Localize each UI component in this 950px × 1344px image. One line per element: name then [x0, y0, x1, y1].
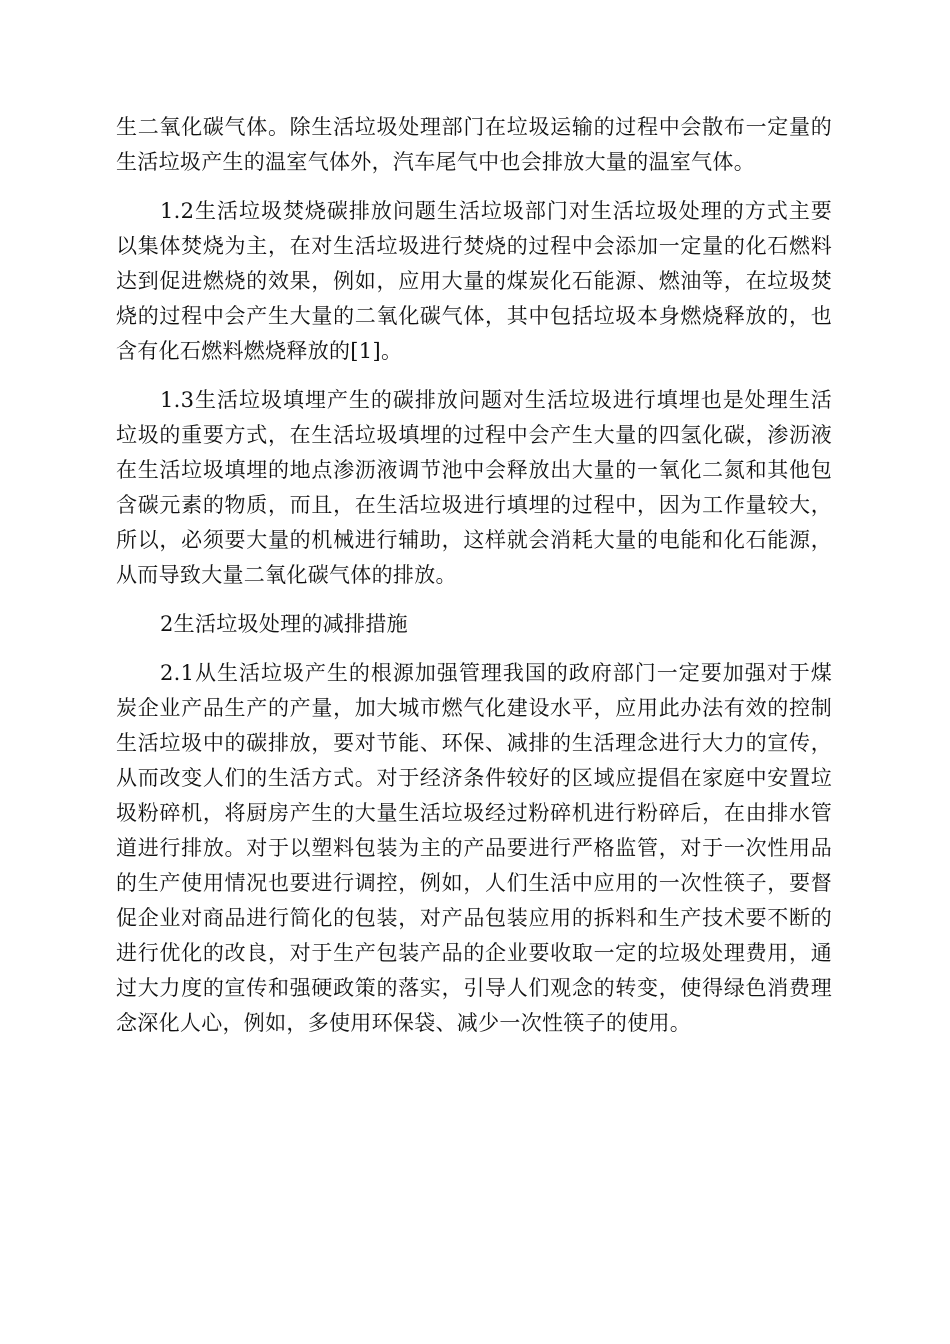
paragraph-continued: 生二氧化碳气体。除生活垃圾处理部门在垃圾运输的过程中会散布一定量的生活垃圾产生的温室气体外，汽车尾气中也会排放大量的温室气体。 [116, 115, 832, 174]
section-heading-2: 2生活垃圾处理的减排措施 [160, 612, 408, 636]
document-page [116, 110, 832, 1055]
paragraph-section-1-3: 1.3生活垃圾填埋产生的碳排放问题对生活垃圾进行填埋也是处理生活垃圾的重要方式，在生活垃圾填埋的过程中会产生大量的四氢化碳，渗沥液在生活垃圾填埋的地点渗沥液调节池中会释放出大量的一氧化二氮和其他包含碳元素的物质，而且，在生活垃圾进行填埋的过程中，因为工作量较大，所以，必须要大量的机械进行辅助，这样就会消耗大量的电能和化石能源，从而导致大量二氧化碳气体的排放。 [116, 388, 832, 587]
paragraph-section-2-1: 2.1从生活垃圾产生的根源加强管理我国的政府部门一定要加强对于煤炭企业产品生产的产量，加大城市燃气化建设水平，应用此办法有效的控制生活垃圾中的碳排放，要对节能、环保、减排的生活理念进行大力的宣传，从而改变人们的生活方式。对于经济条件较好的区域应提倡在家庭中安置垃圾粉碎机，将厨房产生的大量生活垃圾经过粉碎机进行粉碎后，在由排水管道进行排放。对于以塑料包装为主的产品要进行严格监管，对于一次性用品的生产使用情况也要进行调控，例如，人们生活中应用的一次性筷子，要督促企业对商品进行简化的包装，对产品包装应用的拆料和生产技术要不断的进行优化的改良，对于生产包装产品的企业要收取一定的垃圾处理费用，通过大力度的宣传和强硬政策的落实，引导人们观念的转变，使得绿色消费理念深化人心，例如，多使用环保袋、减少一次性筷子的使用。 [116, 661, 832, 1035]
paragraph-section-1-2: 1.2生活垃圾焚烧碳排放问题生活垃圾部门对生活垃圾处理的方式主要以集体焚烧为主，在对生活垃圾进行焚烧的过程中会添加一定量的化石燃料达到促进燃烧的效果，例如，应用大量的煤炭化石能源、燃油等，在垃圾焚烧的过程中会产生大量的二氧化碳气体，其中包括垃圾本身燃烧释放的，也含有化石燃料燃烧释放的[1]。 [116, 199, 832, 363]
